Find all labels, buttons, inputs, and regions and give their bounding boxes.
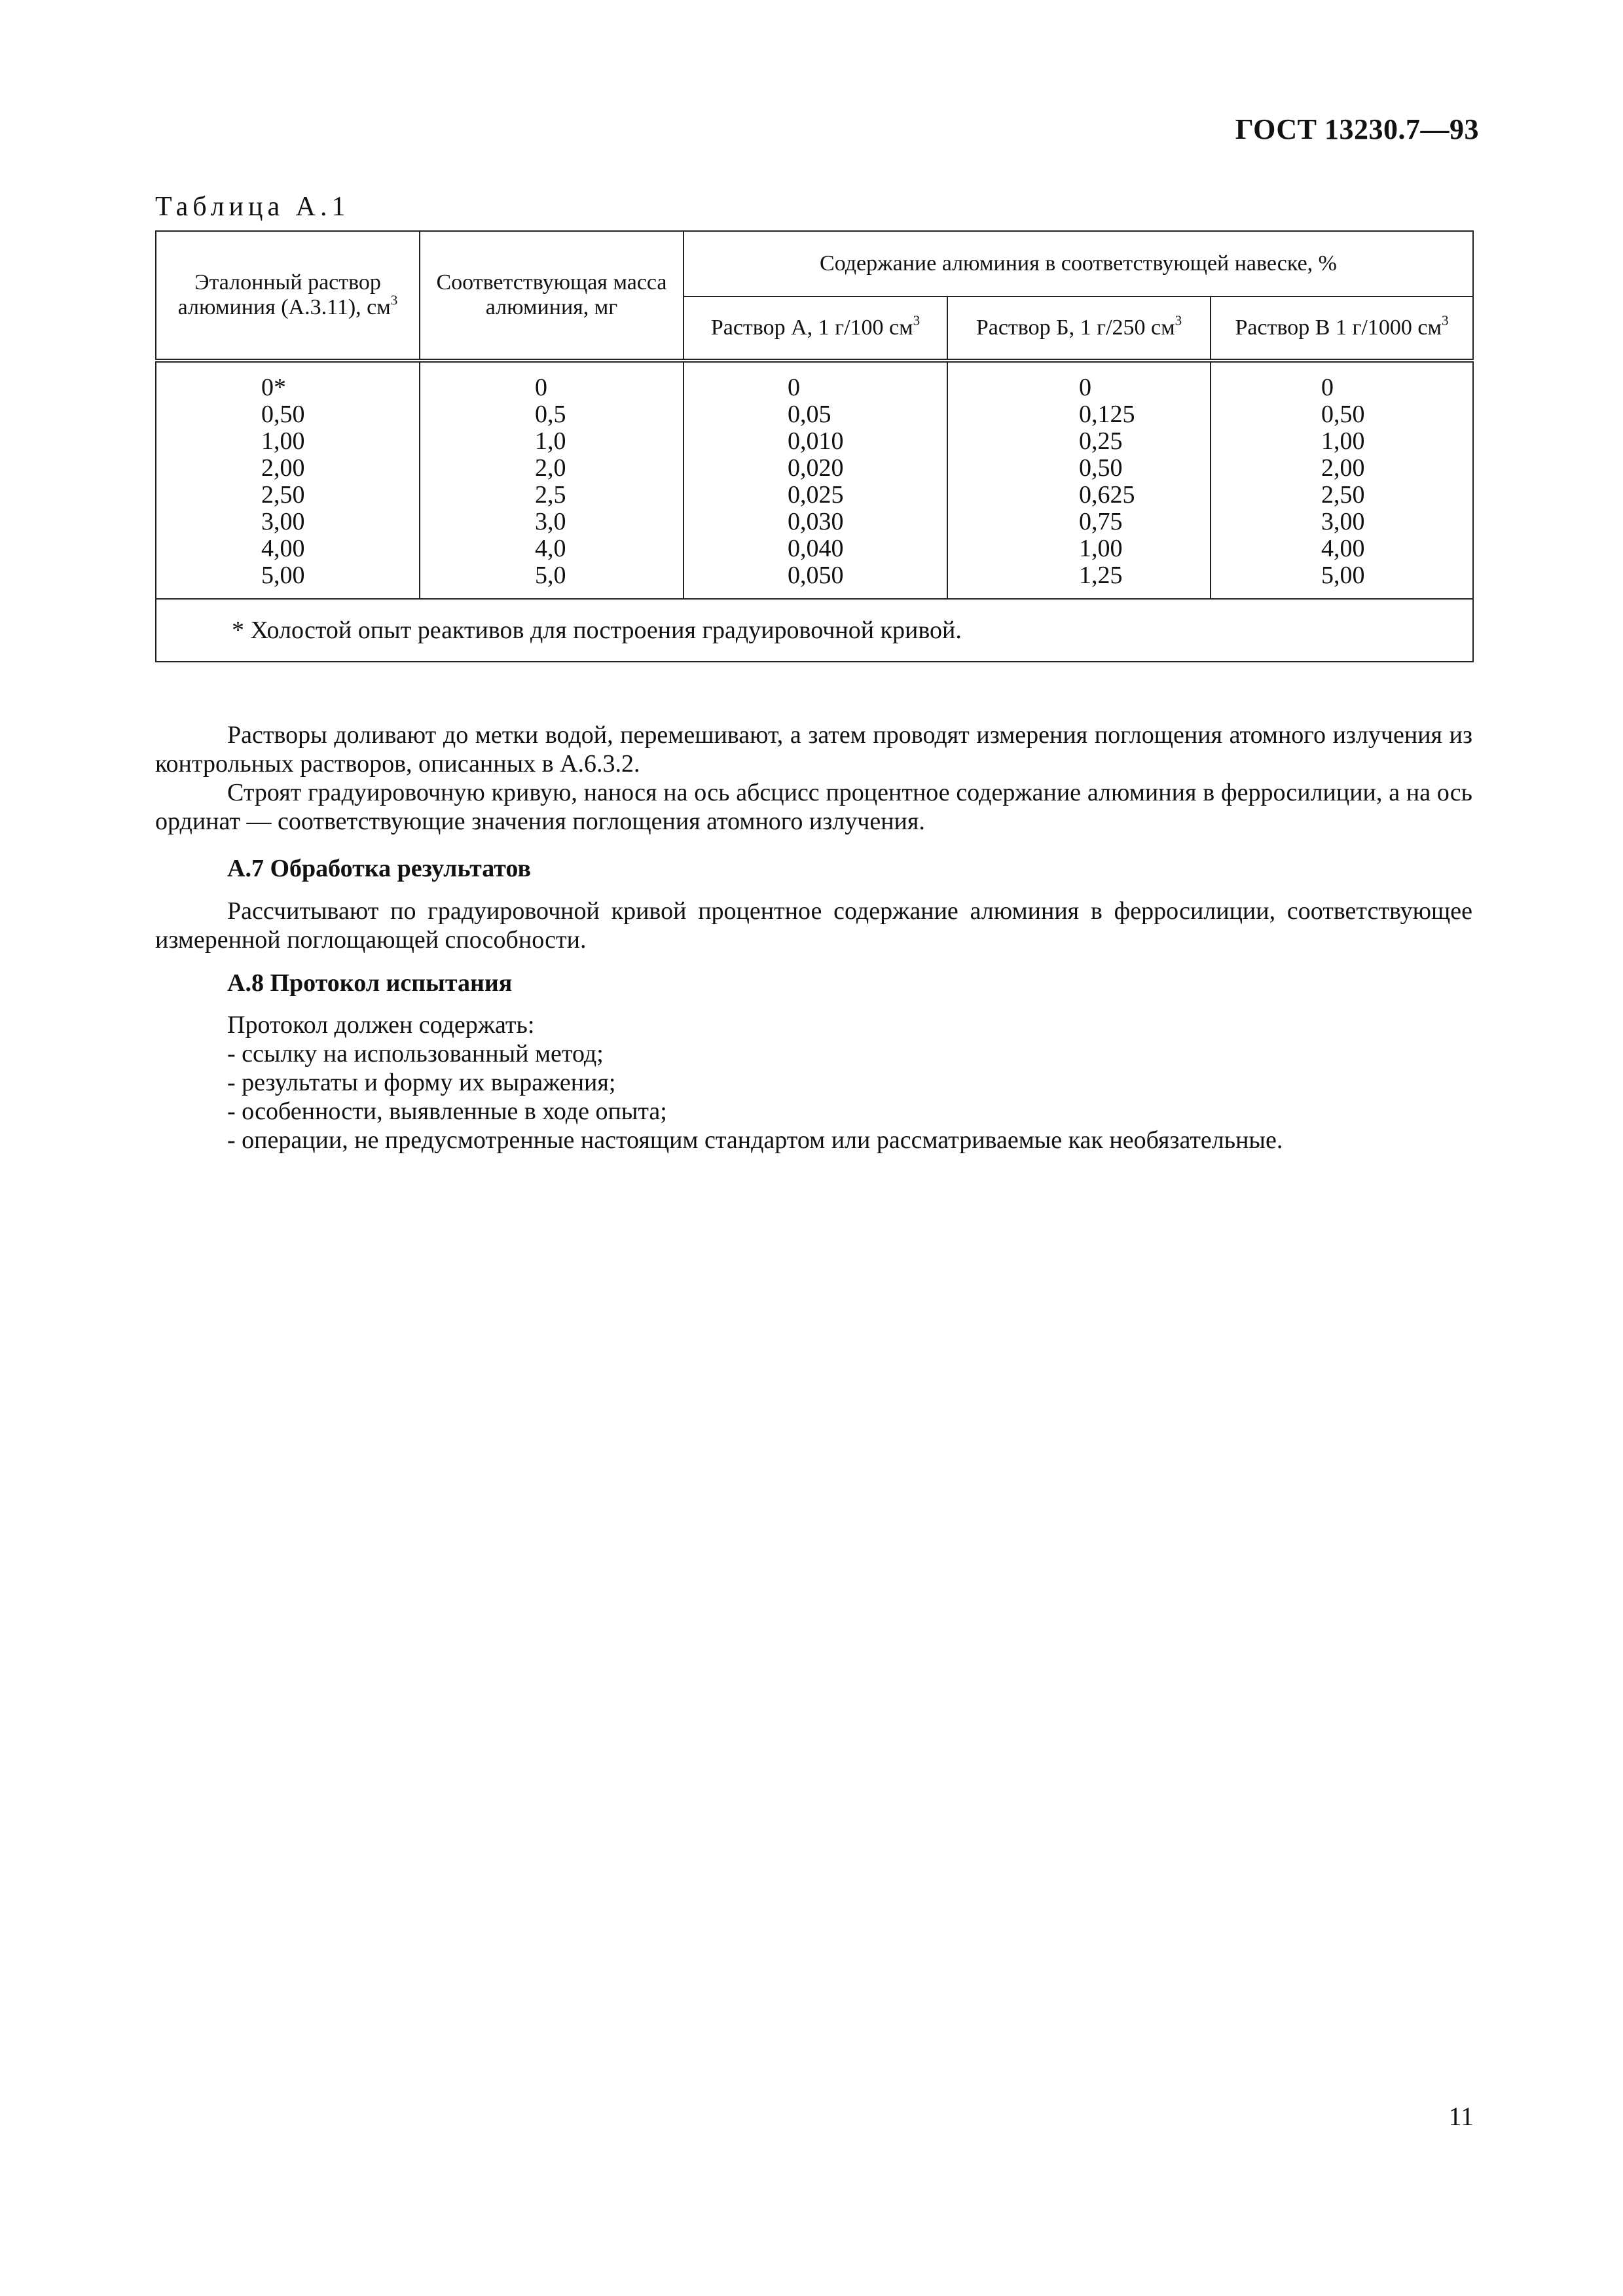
paragraph-protocol-intro: Протокол должен содержать: [227, 1011, 535, 1039]
list-item: - особенности, выявленные в ходе опыта; [227, 1098, 667, 1125]
column-solution-a [684, 361, 947, 599]
table-cell: 0,050 [788, 562, 844, 589]
table-cell: 3,00 [1321, 508, 1365, 535]
table-cell: 1,0 [535, 427, 566, 455]
list-item: - результаты и форму их выражения; [227, 1069, 616, 1096]
table-cell: 3,00 [261, 508, 305, 535]
table-caption: Таблица А.1 [155, 192, 350, 222]
table-cell: 0,030 [788, 508, 844, 535]
table-cell: 1,00 [261, 427, 305, 455]
table-cell: 0,50 [1079, 454, 1123, 482]
table-cell: 0,50 [1321, 401, 1365, 428]
table-cell: 4,00 [1321, 535, 1365, 562]
paragraph-dilution: Растворы доливают до метки водой, перемешивают, а затем проводят измерения поглощения атомного излучения из контрольных растворов, описанных в А.6.3.2. [155, 721, 1472, 778]
table-cell: 4,0 [535, 535, 566, 562]
header-aluminium-mass: Соответствующая масса алюминия, мг [420, 231, 684, 361]
section-heading-a8: А.8 Протокол испытания [227, 969, 513, 997]
table-cell: 0,040 [788, 535, 844, 562]
table-cell: 5,00 [261, 562, 305, 589]
header-solution-a: Раствор А, 1 г/100 $см^3$ [684, 296, 947, 361]
table-cell: 2,00 [1321, 454, 1365, 482]
column-solution-c [1211, 361, 1473, 599]
table-cell: 0 [788, 374, 800, 401]
table-footnote: * Холостой опыт реактивов для построения градуировочной кривой. [156, 599, 1473, 662]
table-cell: 0,50 [261, 401, 305, 428]
column-aluminium-mass [420, 361, 684, 599]
calibration-table-container [155, 230, 1472, 662]
table-cell: 1,00 [1079, 535, 1123, 562]
table-cell: 0 [1321, 374, 1334, 401]
table-data-row [156, 361, 1473, 599]
table-cell: 2,5 [535, 481, 566, 509]
list-item: - ссылку на использованный метод; [227, 1040, 604, 1067]
header-solution-c: Раствор В 1 г/1000 $см^3$ [1211, 296, 1473, 361]
table-cell: 2,0 [535, 454, 566, 482]
header-reference-solution: Эталонный раствор алюминия (А.3.11), $см^3$ [156, 231, 420, 361]
table-cell: 2,50 [261, 481, 305, 509]
calibration-table [155, 230, 1474, 662]
table-cell: 0,020 [788, 454, 844, 482]
section-heading-a7: А.7 Обработка результатов [227, 855, 531, 882]
table-cell: 1,00 [1321, 427, 1365, 455]
page-number: 11 [1448, 2102, 1474, 2131]
table-cell: 0,125 [1079, 401, 1135, 428]
table-cell: 0 [535, 374, 547, 401]
table-cell: 0,5 [535, 401, 566, 428]
table-cell: 0,25 [1079, 427, 1123, 455]
table-cell: 0,025 [788, 481, 844, 509]
table-cell: 0,625 [1079, 481, 1135, 509]
paragraph-calculation: Рассчитывают по градуировочной кривой процентное содержание алюминия в ферросилиции, соответствующее измеренной поглощающей способности. [155, 897, 1472, 954]
list-item: - операции, не предусмотренные настоящим стандартом или рассматриваемые как необязательные. [227, 1126, 1283, 1154]
table-cell: 2,00 [261, 454, 305, 482]
table-cell: 3,0 [535, 508, 566, 535]
table-cell: 1,25 [1079, 562, 1123, 589]
table-cell: 0 [1079, 374, 1091, 401]
table-cell: 0,75 [1079, 508, 1123, 535]
table-cell: 0* [261, 374, 286, 401]
table-cell: 5,00 [1321, 562, 1365, 589]
table-cell: 0,010 [788, 427, 844, 455]
table-cell: 5,0 [535, 562, 566, 589]
table-cell: 4,00 [261, 535, 305, 562]
column-reference-solution [156, 361, 420, 599]
paragraph-calibration-curve: Строят градуировочную кривую, нанося на ось абсцисс процентное содержание алюминия в ферросилиции, а на ось ординат — соответствующие значения поглощения атомного излучения. [155, 779, 1472, 835]
header-solution-b: Раствор Б, 1 г/250 $см^3$ [947, 296, 1211, 361]
header-aluminium-content: Содержание алюминия в соответствующей навеске, % [684, 231, 1473, 296]
table-cell: 0,05 [788, 401, 831, 428]
column-solution-b [947, 361, 1211, 599]
document-code: ГОСТ 13230.7—93 [1235, 113, 1479, 145]
table-cell: 2,50 [1321, 481, 1365, 509]
